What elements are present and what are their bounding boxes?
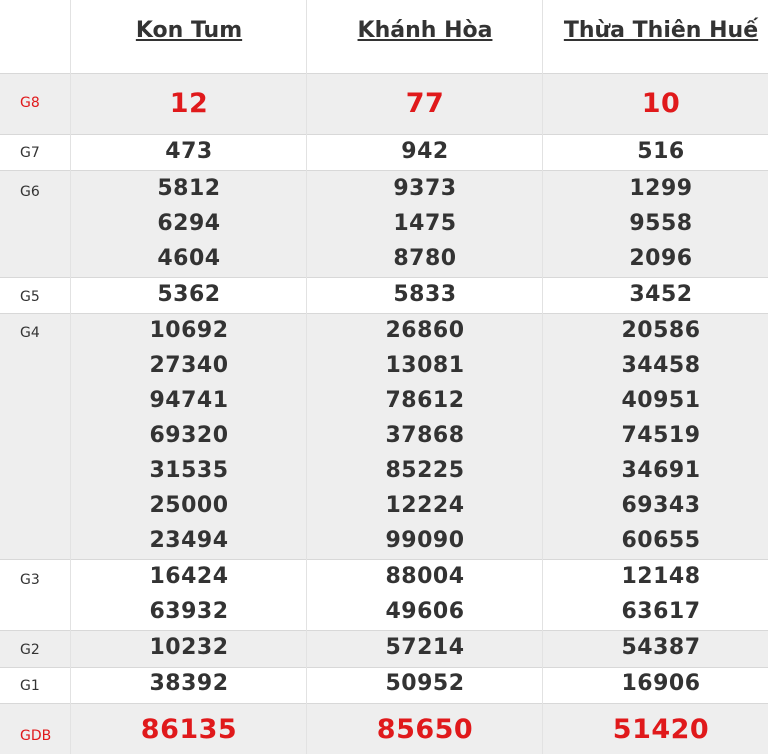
special-prize-value: 51420 bbox=[612, 714, 710, 745]
prize-value: 8780 bbox=[393, 246, 457, 271]
prize-value: 57214 bbox=[385, 635, 465, 660]
column-divider bbox=[70, 0, 71, 754]
row-divider bbox=[0, 313, 768, 314]
special-prize-value: 85650 bbox=[376, 714, 474, 745]
prize-label-g3: G3 bbox=[20, 572, 40, 588]
prize-row-g6 bbox=[0, 170, 768, 277]
prize-value: 40951 bbox=[621, 388, 701, 413]
prize-value: 5362 bbox=[157, 282, 221, 307]
prize-value: 54387 bbox=[621, 635, 701, 660]
prize-value: 2096 bbox=[629, 246, 693, 271]
prize-value: 9373 bbox=[393, 176, 457, 201]
row-divider bbox=[0, 170, 768, 171]
prize-value: 10 bbox=[641, 88, 681, 119]
prize-value: 10692 bbox=[149, 318, 229, 343]
prize-value: 38392 bbox=[149, 671, 229, 696]
prize-label-g7: G7 bbox=[20, 145, 40, 161]
prize-value: 60655 bbox=[621, 528, 701, 553]
prize-value: 12 bbox=[169, 88, 209, 119]
prize-value: 37868 bbox=[385, 423, 465, 448]
row-divider bbox=[0, 134, 768, 135]
prize-value: 34691 bbox=[621, 458, 701, 483]
prize-label-g8: G8 bbox=[20, 95, 40, 111]
prize-value: 16906 bbox=[621, 671, 701, 696]
prize-label-g1: G1 bbox=[20, 678, 40, 694]
prize-value: 26860 bbox=[385, 318, 465, 343]
column-divider bbox=[542, 0, 543, 754]
column-divider bbox=[306, 0, 307, 754]
prize-value: 1475 bbox=[393, 211, 457, 236]
prize-value: 85225 bbox=[385, 458, 465, 483]
prize-label-gdb: GDB bbox=[20, 728, 52, 744]
prize-value: 942 bbox=[401, 139, 449, 164]
prize-value: 12148 bbox=[621, 564, 701, 589]
prize-value: 88004 bbox=[385, 564, 465, 589]
prize-value: 99090 bbox=[385, 528, 465, 553]
prize-label-g4: G4 bbox=[20, 325, 40, 341]
prize-row-g4 bbox=[0, 313, 768, 559]
prize-row-g8 bbox=[0, 73, 768, 134]
prize-value: 9558 bbox=[629, 211, 693, 236]
prize-value: 63617 bbox=[621, 599, 701, 624]
prize-value: 13081 bbox=[385, 353, 465, 378]
prize-value: 20586 bbox=[621, 318, 701, 343]
prize-value: 16424 bbox=[149, 564, 229, 589]
prize-value: 27340 bbox=[149, 353, 229, 378]
prize-label-g6: G6 bbox=[20, 184, 40, 200]
prize-value: 94741 bbox=[149, 388, 229, 413]
province-header-thua-thien-hue[interactable]: Thừa Thiên Huế bbox=[563, 18, 759, 43]
prize-value: 25000 bbox=[149, 493, 229, 518]
prize-value: 74519 bbox=[621, 423, 701, 448]
prize-value: 4604 bbox=[157, 246, 221, 271]
prize-value: 23494 bbox=[149, 528, 229, 553]
prize-value: 50952 bbox=[385, 671, 465, 696]
prize-value: 12224 bbox=[385, 493, 465, 518]
row-divider bbox=[0, 277, 768, 278]
prize-value: 1299 bbox=[629, 176, 693, 201]
prize-row-gdb bbox=[0, 703, 768, 754]
row-divider bbox=[0, 73, 768, 74]
row-divider bbox=[0, 667, 768, 668]
row-divider bbox=[0, 630, 768, 631]
prize-value: 34458 bbox=[621, 353, 701, 378]
prize-row-g5 bbox=[0, 277, 768, 313]
prize-value: 63932 bbox=[149, 599, 229, 624]
prize-value: 516 bbox=[637, 139, 685, 164]
prize-row-g2 bbox=[0, 630, 768, 667]
row-divider bbox=[0, 559, 768, 560]
prize-value: 69320 bbox=[149, 423, 229, 448]
prize-value: 3452 bbox=[629, 282, 693, 307]
prize-value: 77 bbox=[405, 88, 445, 119]
prize-value: 6294 bbox=[157, 211, 221, 236]
prize-value: 5812 bbox=[157, 176, 221, 201]
special-prize-value: 86135 bbox=[140, 714, 238, 745]
prize-row-g7 bbox=[0, 134, 768, 170]
prize-value: 31535 bbox=[149, 458, 229, 483]
prize-label-g2: G2 bbox=[20, 642, 40, 658]
prize-value: 10232 bbox=[149, 635, 229, 660]
prize-value: 473 bbox=[165, 139, 213, 164]
prize-value: 69343 bbox=[621, 493, 701, 518]
prize-label-g5: G5 bbox=[20, 289, 40, 305]
prize-row-g1 bbox=[0, 667, 768, 703]
prize-value: 5833 bbox=[393, 282, 457, 307]
row-divider bbox=[0, 703, 768, 704]
province-header-kon-tum[interactable]: Kon Tum bbox=[135, 18, 243, 43]
prize-value: 78612 bbox=[385, 388, 465, 413]
prize-value: 49606 bbox=[385, 599, 465, 624]
prize-row-g3 bbox=[0, 559, 768, 630]
header-row bbox=[0, 0, 768, 73]
province-header-khanh-hoa[interactable]: Khánh Hòa bbox=[357, 18, 493, 43]
